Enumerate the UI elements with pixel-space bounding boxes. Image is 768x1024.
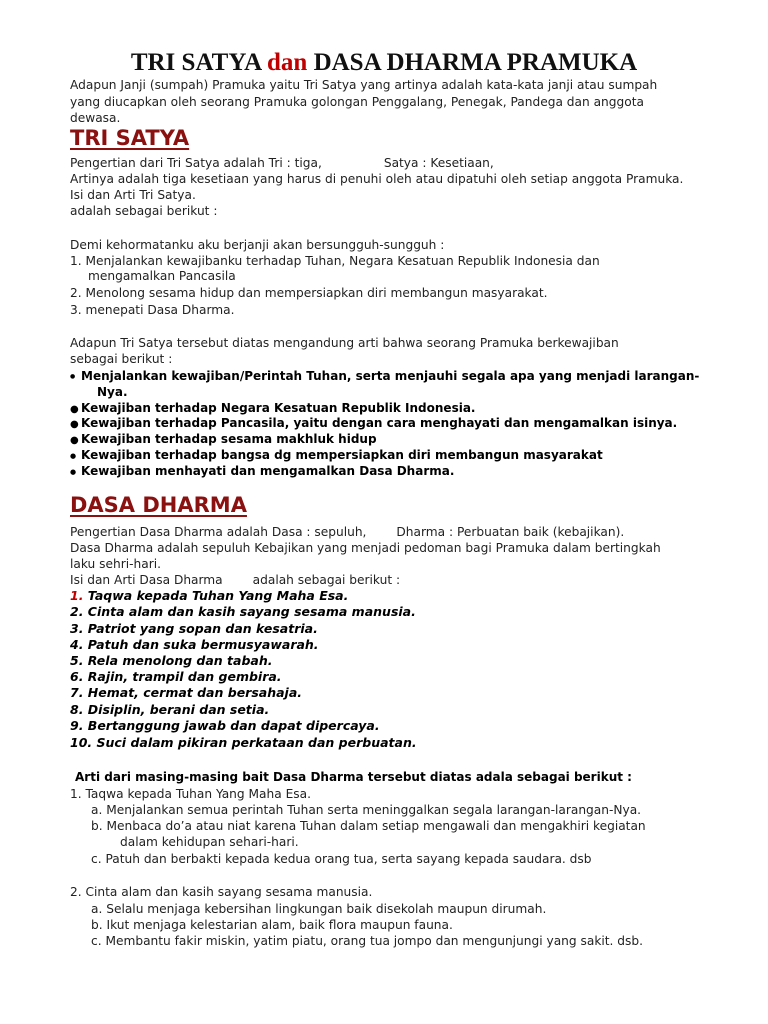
meaning-sub-item: c. Patuh dan berbakti kepada kedua orang tua, serta sayang kepada saudara. dsb xyxy=(91,852,592,866)
dharma-item: 4. Patuh dan suka bermusyawarah. xyxy=(70,637,319,652)
dharma-item: 7. Hemat, cermat dan bersahaja. xyxy=(70,685,303,700)
meaning-sub-item: a. Menjalankan semua perintah Tuhan serta meninggalkan segala larangan-larangan-Nya. xyxy=(91,803,642,817)
bullet-icon: ● xyxy=(70,435,79,446)
bullet-icon: ● xyxy=(70,419,79,430)
meaning-sub-item-continuation: dalam kehidupan sehari-hari. xyxy=(120,835,299,849)
dasa-dharma-definition: Pengertian Dasa Dharma adalah Dasa : sepuluh, Dharma : Perbuatan baik (kebajikan). xyxy=(70,525,625,539)
paragraph-line: Dasa Dharma adalah sepuluh Kebajikan yang menjadi pedoman bagi Pramuka dalam bertingkah xyxy=(70,541,661,555)
dasa-dharma-heading: DASA DHARMA xyxy=(70,493,247,517)
meaning-sub-item: a. Selalu menjaga kebersihan lingkungan baik disekolah maupun dirumah. xyxy=(91,902,547,916)
intro-line: yang diucapkan oleh seorang Pramuka golongan Penggalang, Penegak, Pandega dan anggota xyxy=(70,95,644,109)
tri-satya-heading: TRI SATYA xyxy=(70,126,190,150)
oath-item: 2. Menolong sesama hidup dan mempersiapkan diri membangun masyarakat. xyxy=(70,286,548,300)
meaning-sub-item: b. Ikut menjaga kelestarian alam, baik flora maupun fauna. xyxy=(91,918,453,932)
paragraph-line: laku sehri-hari. xyxy=(70,557,161,571)
obligation-item: ● Kewajiban menhayati dan mengamalkan Dasa Dharma. xyxy=(70,464,455,478)
dharma-item: 1. Taqwa kepada Tuhan Yang Maha Esa. xyxy=(70,588,349,603)
dharma-item: 9. Bertanggung jawab dan dapat dipercaya. xyxy=(70,718,380,733)
bullet-icon: ● xyxy=(70,373,76,380)
meaning-sub-item: c. Membantu fakir miskin, yatim piatu, orang tua jompo dan mengunjungi yang sakit. dsb. xyxy=(91,934,643,948)
dharma-item: 8. Disiplin, berani dan setia. xyxy=(70,702,270,717)
obligation-item: ● Kewajiban terhadap Pancasila, yaitu dengan cara menghayati dan mengamalkan isinya. xyxy=(70,415,677,433)
obligation-item: ● Menjalankan kewajiban/Perintah Tuhan, serta menjauhi segala apa yang menjadi larangan- xyxy=(70,369,700,383)
paragraph-line: Isi dan Arti Dasa Dharma adalah sebagai berikut : xyxy=(70,573,401,587)
dharma-item: 6. Rajin, trampil dan gembira. xyxy=(70,669,282,684)
paragraph-line: Adapun Tri Satya tersebut diatas mengandung arti bahwa seorang Pramuka berkewajiban xyxy=(70,336,619,350)
obligation-item-continuation: Nya. xyxy=(97,385,128,399)
paragraph-line: Isi dan Arti Tri Satya. xyxy=(70,188,196,202)
oath-intro: Demi kehormatanku aku berjanji akan bersungguh-sungguh : xyxy=(70,238,445,252)
title-conjunction: dan xyxy=(267,49,308,76)
dharma-item: 2. Cinta alam dan kasih sayang sesama manusia. xyxy=(70,604,416,619)
oath-item-continuation: mengamalkan Pancasila xyxy=(88,269,236,283)
intro-line: dewasa. xyxy=(70,111,121,125)
meaning-point-title: 1. Taqwa kepada Tuhan Yang Maha Esa. xyxy=(70,787,311,801)
meaning-heading: Arti dari masing-masing bait Dasa Dharma tersebut diatas adala sebagai berikut : xyxy=(75,770,632,784)
oath-item: 1. Menjalankan kewajibanku terhadap Tuhan, Negara Kesatuan Republik Indonesia dan xyxy=(70,254,600,268)
oath-item: 3. menepati Dasa Dharma. xyxy=(70,303,235,317)
paragraph-line: Artinya adalah tiga kesetiaan yang harus di penuhi oleh atau dipatuhi oleh setiap anggota Pramuka. xyxy=(70,172,684,186)
obligation-item: ● Kewajiban terhadap bangsa dg mempersiapkan diri membangun masyarakat xyxy=(70,448,603,462)
obligation-item: ● Kewajiban terhadap Negara Kesatuan Republik Indonesia. xyxy=(70,400,475,418)
paragraph-line: adalah sebagai berikut : xyxy=(70,204,218,218)
dharma-item-number: 1. xyxy=(70,588,84,603)
bullet-icon: ● xyxy=(70,404,79,415)
dharma-item: 5. Rela menolong dan tabah. xyxy=(70,653,273,668)
bullet-icon: ● xyxy=(70,468,77,476)
intro-line: Adapun Janji (sumpah) Pramuka yaitu Tri Satya yang artinya adalah kata-kata janji atau sumpah xyxy=(70,78,658,92)
bullet-icon: ● xyxy=(70,452,77,460)
dharma-item: 3. Patriot yang sopan dan kesatria. xyxy=(70,621,318,636)
dharma-item: 10. Suci dalam pikiran perkataan dan perbuatan. xyxy=(70,735,417,750)
page-title: TRI SATYA dan DASA DHARMA PRAMUKA xyxy=(130,49,638,76)
paragraph-line: sebagai berikut : xyxy=(70,352,173,366)
obligation-item: ● Kewajiban terhadap sesama makhluk hidup xyxy=(70,431,377,449)
meaning-point-title: 2. Cinta alam dan kasih sayang sesama manusia. xyxy=(70,885,373,899)
tri-satya-definition: Pengertian dari Tri Satya adalah Tri : tiga, Satya : Kesetiaan, xyxy=(70,156,494,170)
meaning-sub-item: b. Menbaca do’a atau niat karena Tuhan dalam setiap mengawali dan mengakhiri kegiatan xyxy=(91,819,646,833)
